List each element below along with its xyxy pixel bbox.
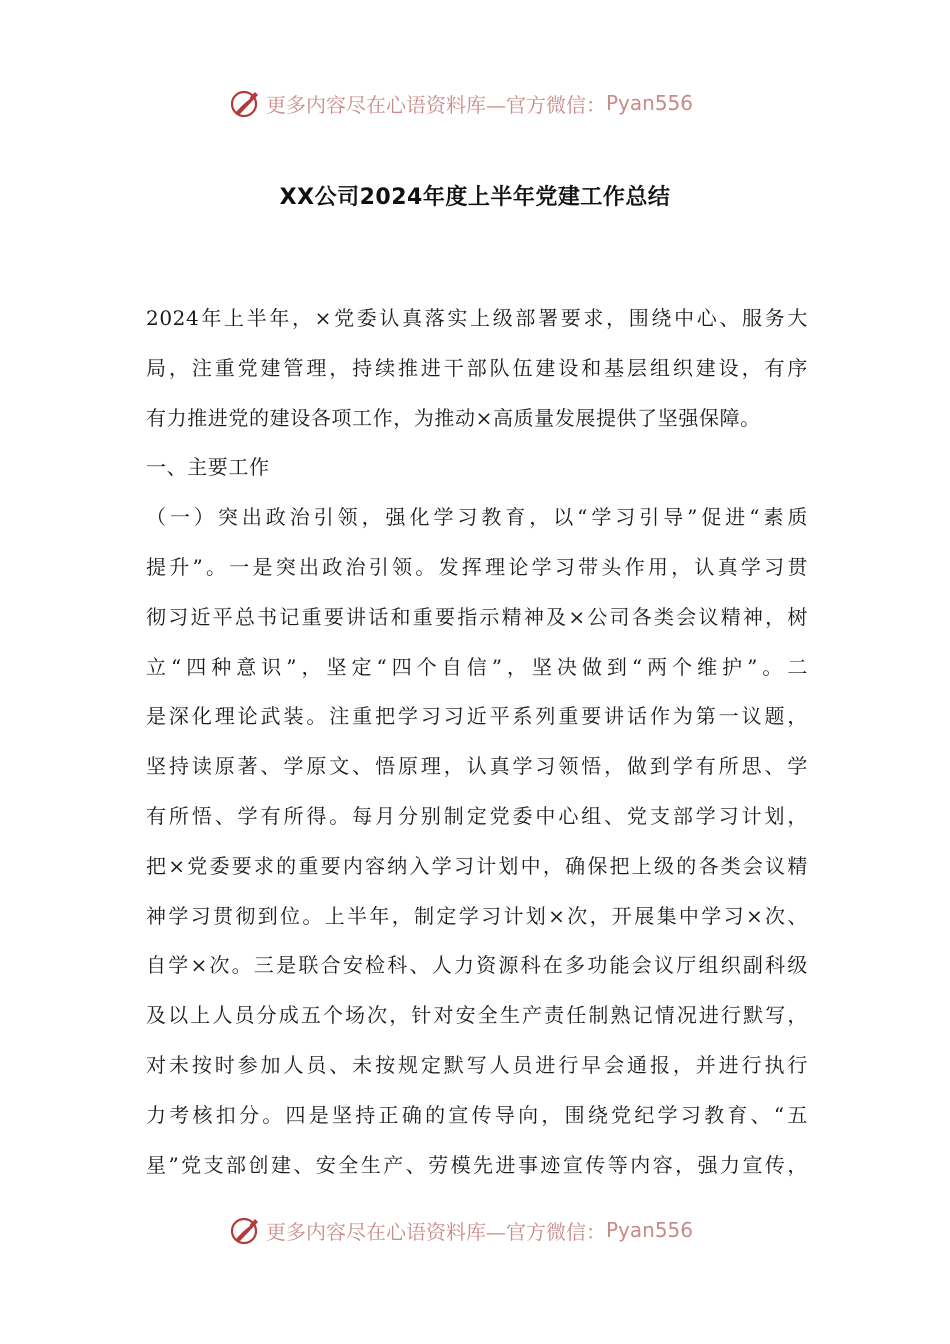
body-line: 有力推进党的建设各项工作，为推动×高质量发展提供了坚强保障。 — [146, 405, 761, 430]
quill-logo-icon — [228, 1213, 262, 1247]
body-line: 对未按时参加人员、未按规定默写人员进行早会通报，并进行执行 — [146, 1052, 808, 1077]
body-line: 坚持读原著、学原文、悟原理，认真学习领悟，做到学有所思、学 — [146, 754, 808, 779]
body-line: 有所悟、学有所得。每月分别制定党委中心组、党支部学习计划， — [146, 803, 808, 828]
quill-logo-icon — [228, 86, 262, 120]
document-body — [146, 298, 808, 1194]
body-line: 立“四种意识”，坚定“四个自信”，坚决做到“两个维护”。二 — [146, 654, 808, 679]
watermark-footer — [228, 1212, 693, 1248]
watermark-text: 更多内容尽在心语资料库—官方微信： — [266, 1219, 606, 1244]
body-line: 把×党委要求的重要内容纳入学习计划中，确保把上级的各类会议精 — [146, 853, 808, 878]
watermark-wechat-id: Pyan556 — [606, 1218, 694, 1242]
watermark-wechat-id: Pyan556 — [606, 91, 694, 115]
document-title: XX公司2024年度上半年党建工作总结 — [279, 185, 671, 210]
body-line: 是深化理论武装。注重把学习习近平系列重要讲话作为第一议题， — [146, 704, 808, 729]
body-line: 局，注重党建管理，持续推进干部队伍建设和基层组织建设，有序 — [146, 355, 808, 380]
body-line: 力考核扣分。四是坚持正确的宣传导向，围绕党纪学习教育、“五 — [146, 1102, 808, 1127]
body-line: 彻习近平总书记重要讲话和重要指示精神及×公司各类会议精神，树 — [146, 604, 808, 629]
body-line: 神学习贯彻到位。上半年，制定学习计划×次，开展集中学习×次、 — [146, 903, 808, 928]
body-line: 提升”。一是突出政治引领。发挥理论学习带头作用，认真学习贯 — [146, 554, 808, 579]
watermark-text: 更多内容尽在心语资料库—官方微信： — [266, 92, 606, 117]
body-line: 2024年上半年，×党委认真落实上级部署要求，围绕中心、服务大 — [146, 306, 808, 330]
section-heading: 一、主要工作 — [146, 455, 270, 480]
body-line: 自学×次。三是联合安检科、人力资源科在多功能会议厅组织副科级 — [146, 953, 808, 978]
body-line: 星”党支部创建、安全生产、劳模先进事迹宣传等内容，强力宣传， — [146, 1152, 808, 1177]
watermark-header — [228, 85, 693, 121]
body-line: （一）突出政治引领，强化学习教育，以“学习引导”促进“素质 — [146, 505, 808, 530]
body-line: 及以上人员分成五个场次，针对安全生产责任制熟记情况进行默写， — [146, 1003, 808, 1028]
